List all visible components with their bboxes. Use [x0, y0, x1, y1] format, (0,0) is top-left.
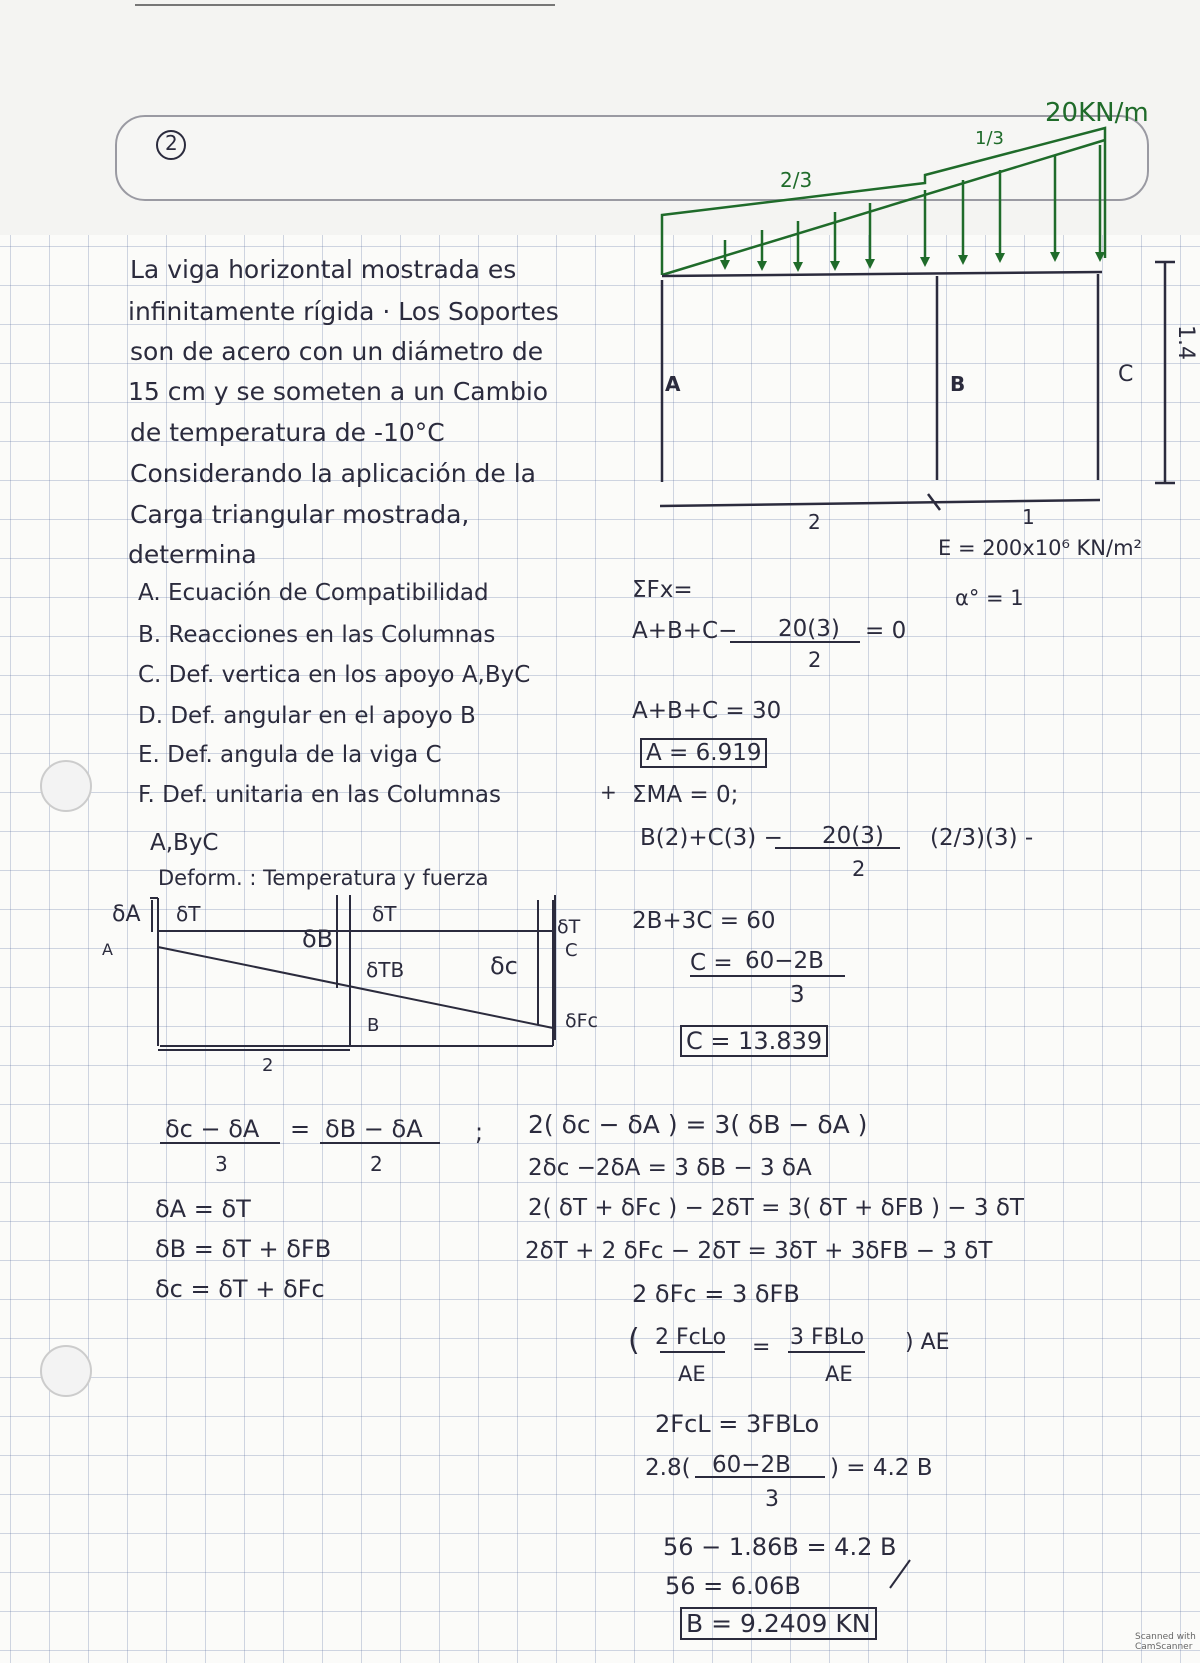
span-bc-label: 1	[1022, 505, 1035, 529]
final-step-left: 2.8(	[645, 1455, 691, 1481]
eq2: A+B+C = 30	[632, 698, 782, 724]
height-label: 1.4	[1173, 325, 1198, 360]
statement-line: La viga horizontal mostrada es	[130, 255, 517, 284]
delta-tb: δTB	[366, 958, 405, 982]
statement-line: son de acero con un diámetro de	[130, 337, 544, 366]
task-item: B. Reacciones en las Columnas	[138, 622, 496, 648]
fraction-right-top: 3 FBLo	[790, 1325, 865, 1350]
load-diagram	[662, 128, 1105, 275]
sum-fx: ΣFx=	[632, 577, 693, 603]
task-item: E. Def. angula de la viga C	[138, 742, 442, 768]
derivation-step: 2( δT + δFc ) − 2δT = 3( δT + δFB ) − 3 δT	[528, 1195, 1024, 1221]
eq3-left: B(2)+C(3) −	[640, 825, 783, 851]
fraction-right-bot: AE	[825, 1362, 853, 1386]
eq3-frac-bot: 2	[852, 857, 866, 881]
eq1-left: A+B+C−	[632, 618, 738, 644]
eq3-frac-top: 20(3)	[822, 823, 884, 849]
node-c: C	[565, 940, 578, 961]
moment-sign: +	[600, 780, 617, 804]
beam-structure	[660, 262, 1175, 510]
delta-b-eq: δB = δT + δFB	[155, 1235, 332, 1263]
delta-t: δT	[557, 916, 581, 938]
task-item: A. Ecuación de Compatibilidad	[138, 580, 489, 606]
eq1-frac-top: 20(3)	[778, 616, 840, 642]
statement-line: Carga triangular mostrada,	[130, 500, 470, 529]
final-step-top: 60−2B	[712, 1452, 791, 1478]
load-arrowheads	[720, 252, 1105, 272]
task-item: D. Def. angular en el apoyo B	[138, 703, 476, 729]
scanner-watermark: Scanned with CamScanner	[1135, 1632, 1196, 1652]
support-a-label: A	[665, 372, 681, 396]
deform-title: Deform. : Temperatura y fuerza	[158, 866, 489, 890]
compat-semicolon: ;	[475, 1118, 484, 1146]
delta-c-eq: δc = δT + δFc	[155, 1275, 325, 1303]
result-a: A = 6.919	[640, 738, 767, 768]
compat-rhs-top: δB − δA	[325, 1115, 423, 1143]
delta-t: δT	[176, 902, 201, 926]
two-thirds-label: 2/3	[780, 168, 813, 192]
eq5-top: 60−2B	[745, 948, 824, 974]
delta-b: δB	[302, 925, 334, 953]
eq4: 2B+3C = 60	[632, 908, 776, 934]
compat-eq: =	[290, 1115, 311, 1143]
compat-lhs-top: δc − δA	[165, 1115, 260, 1143]
task-item: C. Def. vertica en los apoyo A,ByC	[138, 662, 531, 688]
final-step: 2FcL = 3FBLo	[655, 1410, 820, 1438]
statement-line: infinitamente rígida · Los Soportes	[128, 297, 559, 326]
problem-number: 2	[165, 131, 178, 155]
support-b-label: B	[950, 372, 966, 396]
eq1-frac-bot: 2	[808, 648, 822, 672]
node-b: B	[367, 1015, 380, 1036]
fraction-close: ) AE	[905, 1330, 950, 1355]
fraction-mid: =	[752, 1335, 771, 1360]
derivation-step: 2δT + 2 δFc − 2δT = 3δT + 3δFB − 3 δT	[525, 1238, 993, 1264]
derivation-step: 2δc −2δA = 3 δB − 3 δA	[528, 1155, 812, 1181]
derivation-step: 2 δFc = 3 δFB	[632, 1280, 800, 1308]
compat-rhs-bot: 2	[370, 1152, 383, 1176]
delta-a: δA	[112, 902, 141, 927]
task-item: A,ByC	[150, 830, 219, 856]
eq1-rhs: = 0	[865, 618, 907, 644]
eq3-right: (2/3)(3) -	[930, 825, 1034, 851]
alpha-label: α° = 1	[955, 586, 1024, 610]
third-label: 1/3	[975, 128, 1004, 149]
compat-lhs-bot: 3	[215, 1152, 228, 1176]
eq5-lhs: C =	[690, 950, 733, 976]
final-step-right: ) = 4.2 B	[830, 1455, 933, 1481]
load-label: 20KN/m	[1045, 98, 1149, 128]
statement-line: Considerando la aplicación de la	[130, 459, 536, 488]
final-step-bot: 3	[765, 1487, 779, 1512]
deform-span: 2	[262, 1055, 274, 1076]
final-step: 56 = 6.06B	[665, 1572, 801, 1600]
fraction-left-bot: AE	[678, 1362, 706, 1386]
delta-c: δc	[490, 952, 518, 980]
fraction-left-top: 2 FcLo	[655, 1325, 727, 1350]
span-ab-label: 2	[808, 510, 821, 534]
delta-a-eq: δA = δT	[155, 1195, 251, 1223]
statement-line: determina	[128, 540, 257, 569]
statement-line: de temperatura de -10°C	[130, 418, 445, 447]
eq5-bot: 3	[790, 982, 805, 1008]
delta-t: δT	[372, 902, 397, 926]
modulus-label: E = 200x10⁶ KN/m²	[938, 536, 1142, 560]
support-c-label: C	[1118, 362, 1134, 387]
fraction-open: (	[628, 1323, 640, 1358]
statement-line: 15 cm y se someten a un Cambio	[128, 377, 549, 406]
result-c: C = 13.839	[680, 1025, 828, 1057]
delta-fc: δFc	[565, 1010, 598, 1032]
node-a: A	[102, 940, 113, 959]
sum-ma: ΣMA = 0;	[632, 782, 739, 808]
final-step: 56 − 1.86B = 4.2 B	[663, 1533, 897, 1561]
result-b: B = 9.2409 KN	[680, 1607, 877, 1640]
task-item: F. Def. unitaria en las Columnas	[138, 782, 501, 808]
derivation-step: 2( δc − δA ) = 3( δB − δA )	[528, 1110, 868, 1139]
